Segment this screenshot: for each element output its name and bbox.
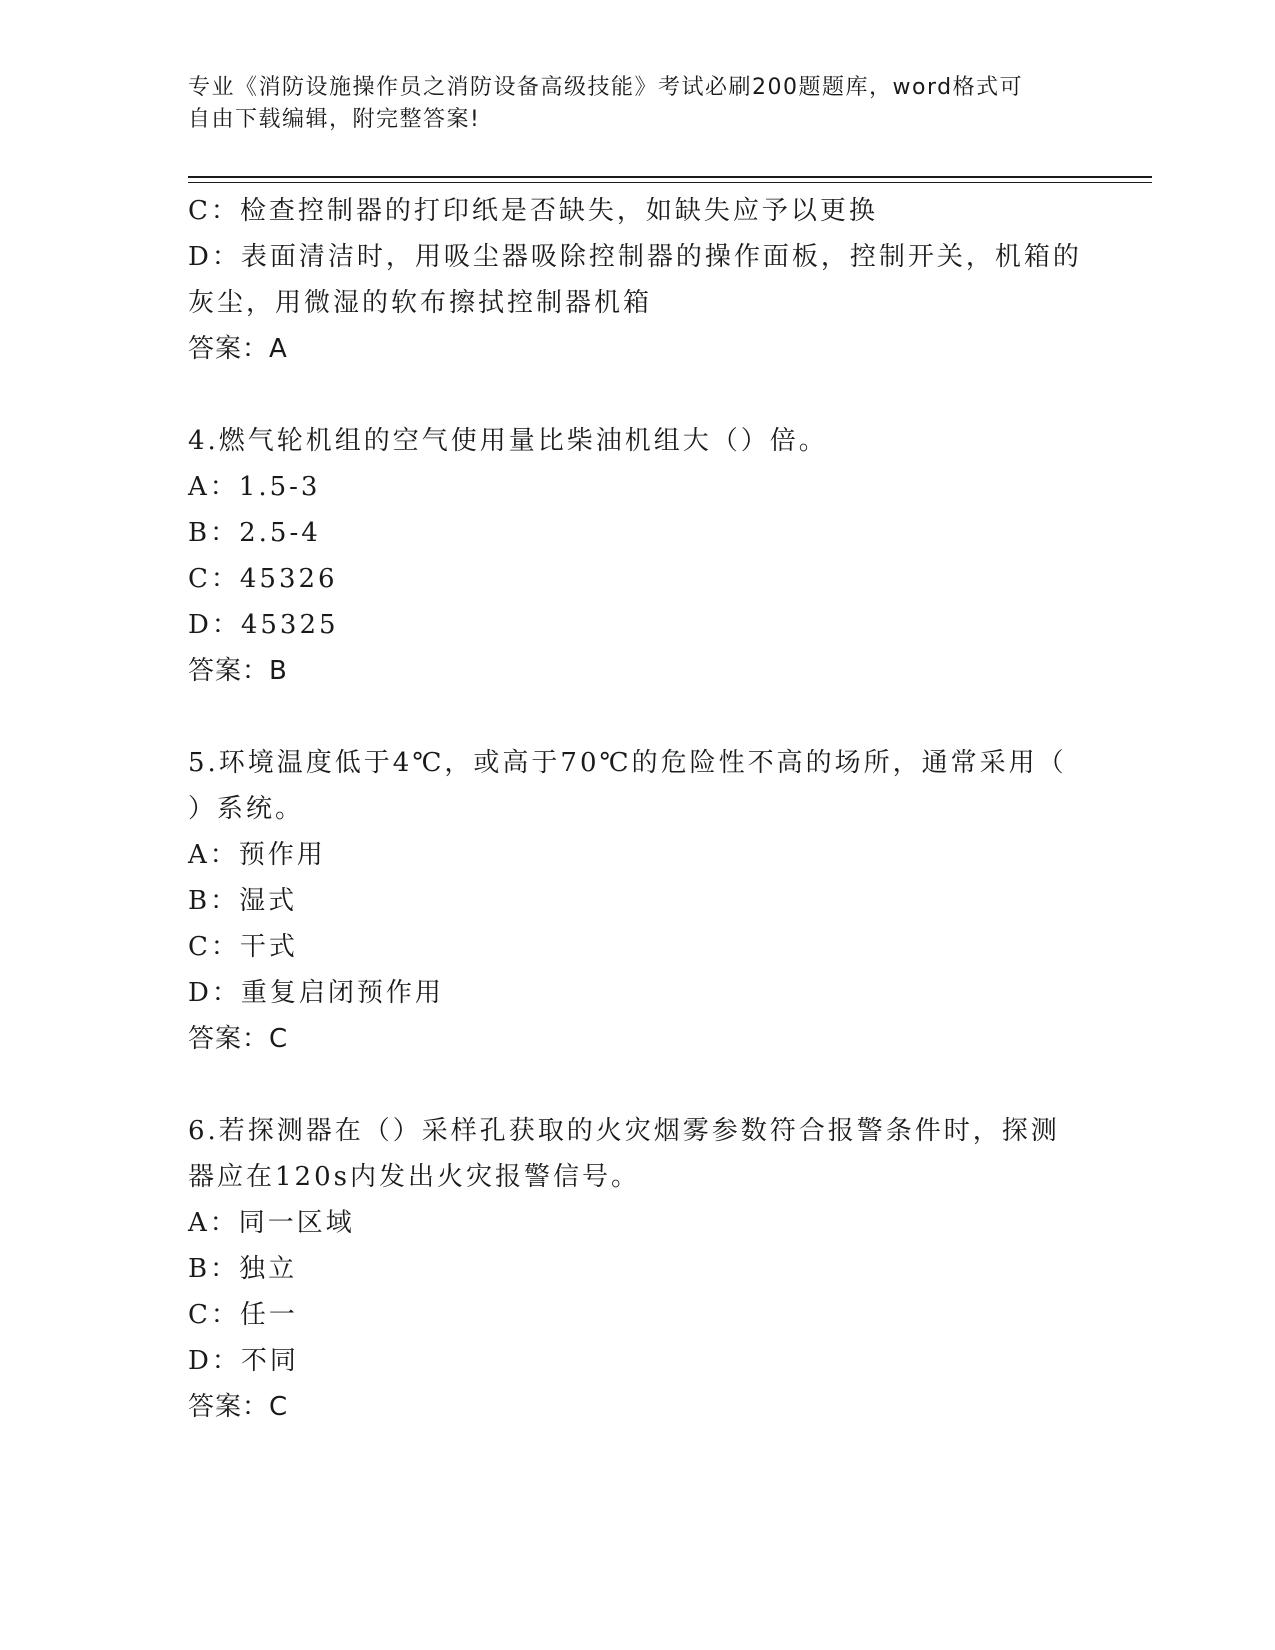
question-3-continued bbox=[188, 188, 1082, 372]
header-divider-thin bbox=[188, 182, 1152, 183]
header-divider-thick bbox=[188, 176, 1152, 178]
page-header bbox=[188, 72, 1068, 136]
option-b: B：湿式 bbox=[188, 886, 298, 916]
option-d: D：重复启闭预作用 bbox=[188, 978, 444, 1008]
question-6 bbox=[188, 1108, 1078, 1430]
question-stem-continued: ）系统。 bbox=[188, 794, 305, 824]
header-title-line-2: 自由下载编辑，附完整答案! bbox=[188, 107, 481, 132]
option-a: A：预作用 bbox=[188, 840, 326, 870]
option-b: B：独立 bbox=[188, 1254, 298, 1284]
option-c: C：检查控制器的打印纸是否缺失，如缺失应予以更换 bbox=[188, 196, 878, 226]
option-c: C：干式 bbox=[188, 932, 298, 962]
question-4 bbox=[188, 418, 1078, 694]
option-d-continued: 灰尘，用微湿的软布擦拭控制器机箱 bbox=[188, 288, 653, 318]
option-d: D：表面清洁时，用吸尘器吸除控制器的操作面板，控制开关，机箱的 bbox=[188, 242, 1082, 272]
option-d: D：45325 bbox=[188, 610, 339, 640]
spacer bbox=[188, 372, 1078, 418]
option-a: A：同一区域 bbox=[188, 1208, 355, 1238]
spacer bbox=[188, 694, 1078, 740]
question-stem: 4.燃气轮机组的空气使用量比柴油机组大（）倍。 bbox=[188, 426, 828, 456]
answer: 答案：C bbox=[188, 1392, 289, 1422]
question-stem: 6.若探测器在（）采样孔获取的火灾烟雾参数符合报警条件时，探测 bbox=[188, 1116, 1060, 1146]
option-b: B：2.5-4 bbox=[188, 518, 321, 548]
question-stem: 5.环境温度低于4℃，或高于70℃的危险性不高的场所，通常采用（ bbox=[188, 748, 1067, 778]
spacer bbox=[188, 1062, 1078, 1108]
option-a: A：1.5-3 bbox=[188, 472, 321, 502]
header-title-line-1: 专业《消防设施操作员之消防设备高级技能》考试必刷200题题库，word格式可 bbox=[188, 75, 1024, 100]
answer: 答案：B bbox=[188, 656, 288, 686]
option-d: D：不同 bbox=[188, 1346, 299, 1376]
answer: 答案：A bbox=[188, 334, 288, 364]
question-list bbox=[188, 188, 1082, 1430]
option-c: C：任一 bbox=[188, 1300, 298, 1330]
option-c: C：45326 bbox=[188, 564, 338, 594]
answer: 答案：C bbox=[188, 1024, 289, 1054]
question-stem-continued: 器应在120s内发出火灾报警信号。 bbox=[188, 1162, 640, 1192]
question-5 bbox=[188, 740, 1078, 1062]
